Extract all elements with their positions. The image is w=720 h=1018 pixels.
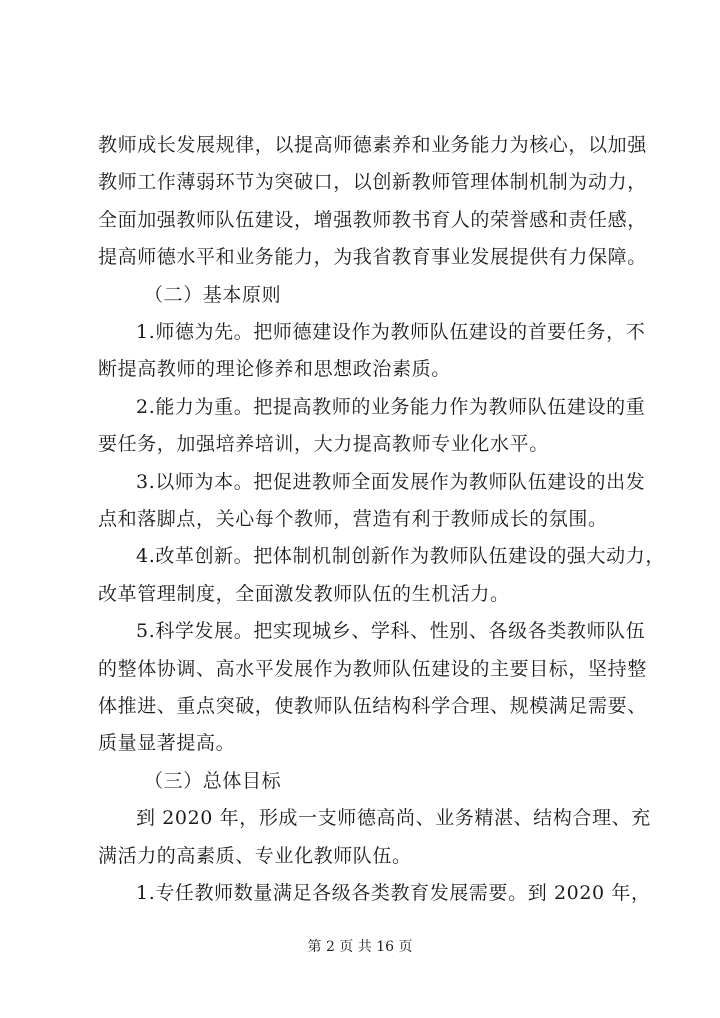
body-line: 1.师德为先。把师德建设作为教师队伍建设的首要任务，不 (136, 321, 646, 343)
body-line: 1.专任教师数量满足各级各类教育发展需要。到 2020 年， (136, 882, 651, 904)
body-line: 质量显著提高。 (98, 732, 236, 754)
page-footer: 第 2 页 共 16 页 (307, 939, 413, 955)
body-line: 体推进、重点突破，使教师队伍结构科学合理、规模满足需要、 (98, 695, 647, 717)
body-line: 到 2020 年，形成一支师德高尚、业务精湛、结构合理、充 (136, 807, 651, 829)
section-heading: （三）总体目标 (144, 770, 282, 792)
body-line: 教师成长发展规律，以提高师德素养和业务能力为核心，以加强 (98, 134, 647, 156)
body-line: 断提高教师的理论修养和思想政治素质。 (98, 358, 451, 380)
body-line: 4.改革创新。把体制机制创新作为教师队伍建设的强大动力， (136, 545, 665, 567)
body-line: 满活力的高素质、专业化教师队伍。 (98, 845, 412, 867)
body-line: 5.科学发展。把实现城乡、学科、性别、各级各类教师队伍 (136, 620, 646, 642)
body-line: 全面加强教师队伍建设，增强教师教书育人的荣誉感和责任感， (98, 209, 647, 231)
body-line: 教师工作薄弱环节为突破口，以创新教师管理体制机制为动力， (98, 171, 647, 193)
section-heading: （二）基本原则 (144, 284, 282, 306)
body-line: 2.能力为重。把提高教师的业务能力作为教师队伍建设的重 (136, 396, 646, 418)
body-line: 3.以师为本。把促进教师全面发展作为教师队伍建设的出发 (136, 471, 646, 493)
body-line: 提高师德水平和业务能力，为我省教育事业发展提供有力保障。 (98, 246, 647, 268)
body-line: 改革管理制度，全面激发教师队伍的生机活力。 (98, 583, 510, 605)
body-line: 的整体协调、高水平发展作为教师队伍建设的主要目标，坚持整 (98, 658, 647, 680)
body-line: 点和落脚点，关心每个教师，营造有利于教师成长的氛围。 (98, 508, 608, 530)
body-line: 要任务，加强培养培训，大力提高教师专业化水平。 (98, 433, 549, 455)
